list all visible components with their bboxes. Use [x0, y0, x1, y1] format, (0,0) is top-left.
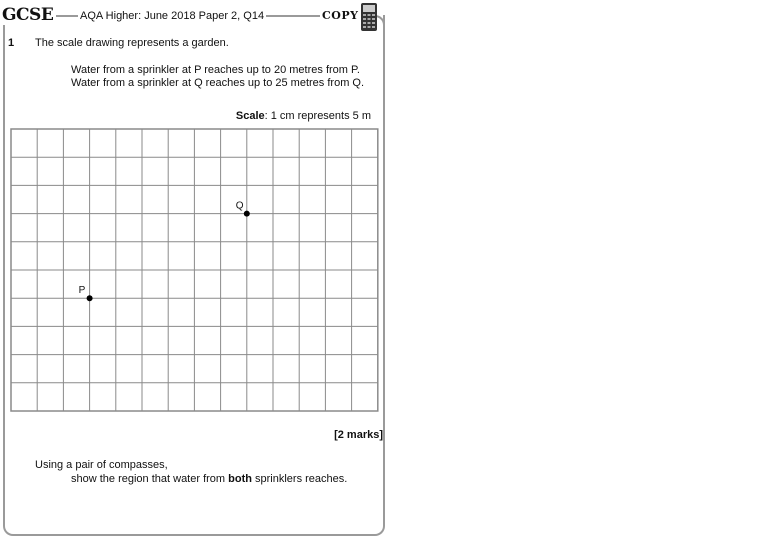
instruction-bold: both	[228, 473, 252, 485]
header-title: AQA Higher: June 2018 Paper 2, Q14	[80, 10, 265, 22]
scale-value: : 1 cm represents 5 m	[264, 110, 371, 122]
copy-badge: COPY	[322, 9, 359, 22]
question-number: 1	[8, 37, 15, 49]
question-intro: The scale drawing represents a garden.	[35, 37, 229, 49]
instruction-post: sprinklers reaches.	[251, 473, 348, 485]
scale-note	[236, 110, 371, 122]
sprinkler-p-text: Water from a sprinkler at P reaches up to 20 metres from P.	[71, 64, 360, 76]
scale-grid[interactable]	[10, 128, 381, 413]
instruction-line-2	[71, 473, 347, 485]
instruction-pre: show the region that water from	[71, 473, 229, 485]
point-label-q: Q	[235, 200, 244, 212]
sprinkler-q-text: Water from a sprinkler at Q reaches up to 25 metres from Q.	[71, 77, 365, 89]
point-label-p: P	[78, 285, 86, 297]
point-p	[87, 295, 93, 301]
calculator-icon	[360, 2, 378, 32]
instruction-line-1: Using a pair of compasses,	[35, 459, 168, 471]
marks-label: [2 marks]	[334, 429, 383, 441]
gcse-logo: GCSE	[2, 5, 56, 25]
scale-label: Scale	[235, 110, 265, 122]
point-q	[244, 211, 250, 217]
